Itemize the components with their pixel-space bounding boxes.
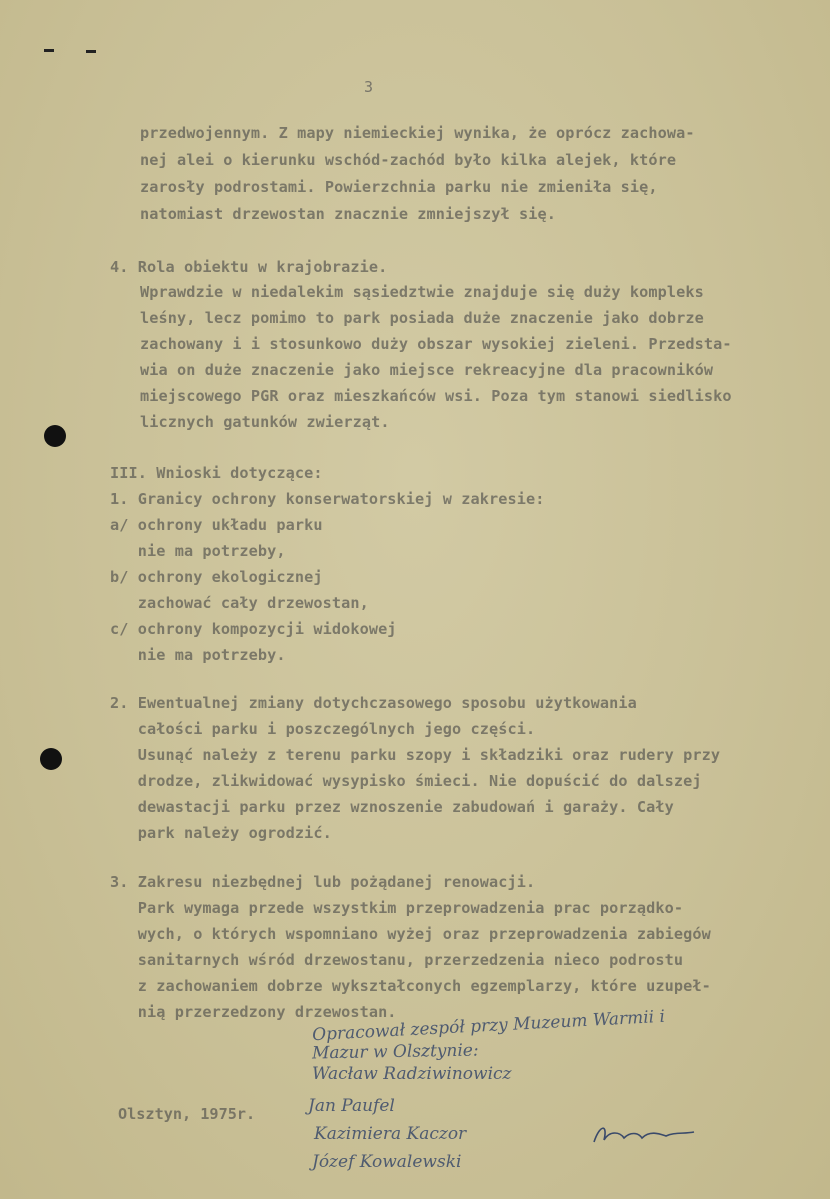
section-heading: III. Wnioski dotyczące: xyxy=(110,464,323,482)
text-line: a/ ochrony układu parku xyxy=(110,516,323,534)
text-line: przedwojennym. Z mapy niemieckiej wynika, że oprócz zachowa- xyxy=(140,124,695,142)
text-line: miejscowego PGR oraz mieszkańców wsi. Poza tym stanowi siedlisko xyxy=(140,387,732,405)
text-line: drodze, zlikwidować wysypisko śmieci. Nie dopuścić do dalszej xyxy=(110,772,702,790)
text-line: z zachowaniem dobrze wykształconych egzemplarzy, które uzupeł- xyxy=(110,977,711,995)
text-line: nie ma potrzeby, xyxy=(110,542,286,560)
text-line: 1. Granicy ochrony konserwatorskiej w zakresie: xyxy=(110,490,545,508)
handwritten-signature: Józef Kowalewski xyxy=(312,1152,462,1172)
text-line: wych, o których wspomniano wyżej oraz przeprowadzenia zabiegów xyxy=(110,925,711,943)
text-line: 3. Zakresu niezbędnej lub pożądanej renowacji. xyxy=(110,873,536,891)
section-heading: 4. Rola obiektu w krajobrazie. xyxy=(110,258,388,276)
text-line: dewastacji parku przez wznoszenie zabudowań i garaży. Cały xyxy=(110,798,674,816)
place-date: Olsztyn, 1975r. xyxy=(118,1105,256,1123)
text-line: park należy ogrodzić. xyxy=(110,824,332,842)
text-line: Usunąć należy z terenu parku szopy i składziki oraz rudery przy xyxy=(110,746,721,764)
text-line: wia on duże znaczenie jako miejsce rekreacyjne dla pracowników xyxy=(140,361,714,379)
handwritten-signature: Jan Paufel xyxy=(308,1096,395,1116)
text-line: nej alei o kierunku wschód-zachód było kilka alejek, które xyxy=(140,151,677,169)
text-line: zarosły podrostami. Powierzchnia parku nie zmieniła się, xyxy=(140,178,658,196)
handwritten-signature: Wacław Radziwinowicz xyxy=(312,1064,512,1084)
punch-hole xyxy=(40,748,62,770)
text-line: zachowany i i stosunkowo duży obszar wysokiej zieleni. Przedsta- xyxy=(140,335,732,353)
text-line: b/ ochrony ekologicznej xyxy=(110,568,323,586)
punch-mark xyxy=(86,50,96,53)
text-line: sanitarnych wśród drzewostanu, przerzedzenia nieco podrostu xyxy=(110,951,684,969)
punch-mark xyxy=(44,49,54,52)
text-line: Park wymaga przede wszystkim przeprowadzenia prac porządko- xyxy=(110,899,684,917)
handwritten-signature: Kazimiera Kaczor xyxy=(314,1124,467,1144)
text-line: leśny, lecz pomimo to park posiada duże znaczenie jako dobrze xyxy=(140,309,704,327)
text-line: całości parku i poszczególnych jego części. xyxy=(110,720,536,738)
text-line: nie ma potrzeby. xyxy=(110,646,286,664)
text-line: Wprawdzie w niedalekim sąsiedztwie znajduje się duży kompleks xyxy=(140,283,704,301)
signature-scribble xyxy=(590,1120,700,1150)
handwritten-note: Mazur w Olsztynie: xyxy=(311,1040,479,1064)
text-line: licznych gatunków zwierząt. xyxy=(140,413,390,431)
text-line: natomiast drzewostan znacznie zmniejszył się. xyxy=(140,205,556,223)
text-line: nią przerzedzony drzewostan. xyxy=(110,1003,397,1021)
text-line: 2. Ewentualnej zmiany dotychczasowego sposobu użytkowania xyxy=(110,694,637,712)
punch-hole xyxy=(44,425,66,447)
text-line: zachować cały drzewostan, xyxy=(110,594,369,612)
handwritten-note: Opracował zespół przy Muzeum Warmii i xyxy=(311,1006,666,1046)
text-line: c/ ochrony kompozycji widokowej xyxy=(110,620,397,638)
page-number: 3 xyxy=(364,78,374,96)
